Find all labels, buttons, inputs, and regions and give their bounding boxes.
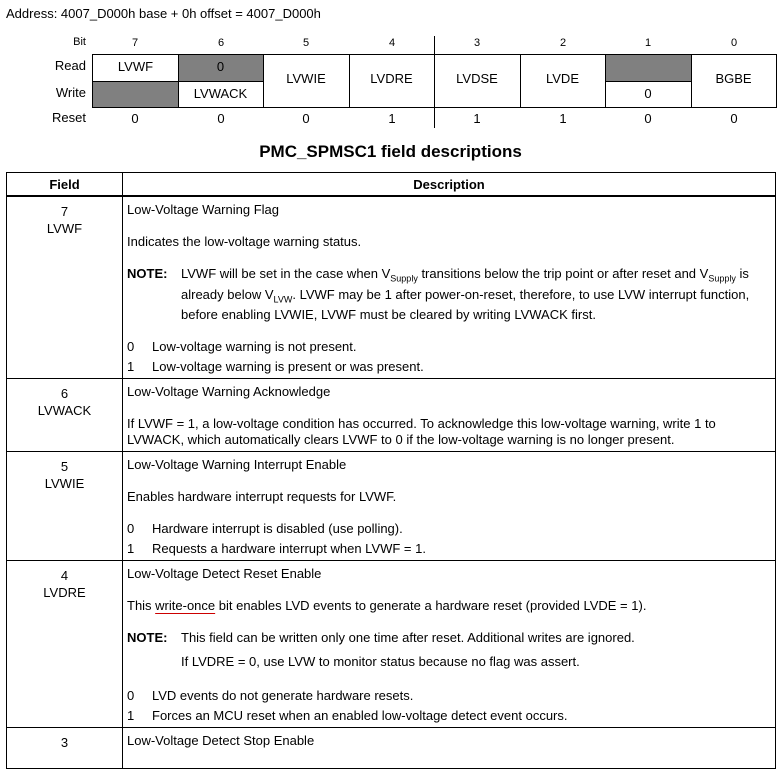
field-title: Low-Voltage Detect Stop Enable	[127, 733, 315, 749]
value-item: 0 Hardware interrupt is disabled (use polling).	[127, 521, 403, 537]
write-once-term: write-once	[155, 598, 216, 614]
reset-row-label: Reset	[52, 110, 86, 125]
field-name: LVDRE	[43, 585, 86, 601]
note-label: NOTE:	[127, 266, 168, 281]
grid-line	[691, 54, 692, 108]
field-descriptions-table	[6, 172, 776, 769]
field-column-header: Field	[7, 173, 123, 197]
bit-number: 3	[473, 37, 481, 49]
register-address: Address: 4007_D000h base + 0h offset = 4007_D000h	[6, 6, 321, 21]
value-list	[127, 521, 771, 557]
bit-number: 5	[302, 37, 310, 49]
grid-line	[92, 54, 93, 108]
field-cell-lvwack: LVWACK	[193, 86, 248, 101]
field-title: Low-Voltage Warning Acknowledge	[127, 384, 331, 400]
reset-value: 0	[644, 111, 652, 126]
grid-line	[349, 54, 350, 108]
description-cell	[123, 196, 776, 379]
field-bit: 6	[60, 386, 69, 402]
field-bit: 5	[60, 459, 69, 475]
reset-value: 1	[559, 111, 567, 126]
note-block	[127, 266, 771, 323]
grid-line	[605, 54, 606, 108]
table-row	[7, 452, 776, 561]
description-cell	[123, 452, 776, 561]
description-cell	[123, 561, 776, 728]
read-only-zero: 0	[216, 59, 225, 74]
field-title: Low-Voltage Warning Interrupt Enable	[127, 457, 347, 473]
reset-value: 1	[388, 111, 396, 126]
field-cell-lvdre: LVDRE	[370, 71, 413, 86]
description-cell	[123, 728, 776, 769]
reserved-cell	[605, 54, 691, 81]
grid-line	[263, 54, 264, 108]
field-cell	[7, 379, 123, 452]
field-cell	[7, 452, 123, 561]
write-only-zero: 0	[644, 86, 652, 101]
note-text: This field can be written only one time after reset. Additional writes are ignored.	[181, 630, 635, 646]
table-row	[7, 379, 776, 452]
value-item: 0 Low-voltage warning is not present.	[127, 339, 357, 355]
field-cell-lvwie: LVWIE	[286, 71, 326, 86]
field-cell-lvde: LVDE	[546, 71, 579, 86]
note-label: NOTE:	[127, 630, 168, 646]
grid-line	[178, 54, 179, 108]
table-row	[7, 561, 776, 728]
reset-value: 0	[217, 111, 225, 126]
description-cell	[123, 379, 776, 452]
reset-value: 0	[302, 111, 310, 126]
value-item: 0 LVD events do not generate hardware resets.	[127, 688, 414, 704]
field-bit: 4	[60, 568, 69, 584]
description-column-header: Description	[123, 173, 776, 197]
note-text: If LVDRE = 0, use LVW to monitor status because no flag was assert.	[181, 654, 580, 670]
note-block	[127, 630, 771, 646]
field-cell-bgbe: BGBE	[715, 71, 752, 86]
field-bit: 3	[60, 735, 69, 751]
field-title: Low-Voltage Warning Flag	[127, 202, 279, 217]
grid-line	[605, 81, 691, 82]
table-row	[7, 196, 776, 379]
reserved-cell	[93, 81, 178, 107]
value-list	[127, 339, 771, 375]
read-row-label: Read	[54, 58, 86, 73]
table-title: PMC_SPMSC1 field descriptions	[259, 142, 522, 161]
reset-value: 0	[730, 111, 738, 126]
field-bit: 7	[60, 204, 69, 219]
field-name: LVWIE	[44, 476, 85, 492]
field-cell-lvwf: LVWF	[117, 59, 154, 74]
write-row-label: Write	[55, 85, 86, 100]
field-paragraph: Enables hardware interrupt requests for LVWF.	[127, 489, 397, 505]
field-name: LVWF	[46, 221, 83, 236]
field-cell-lvdse: LVDSE	[456, 71, 498, 86]
value-list	[127, 688, 771, 724]
field-paragraph: This write-once bit enables LVD events to generate a hardware reset (provided LVDE = 1).	[127, 598, 647, 614]
register-diagram	[0, 0, 781, 140]
bit-number: 0	[730, 37, 738, 49]
grid-line	[520, 54, 521, 108]
reset-value: 1	[473, 111, 481, 126]
field-name: LVWACK	[37, 403, 92, 419]
bit-number: 2	[559, 37, 567, 49]
field-cell	[7, 728, 123, 769]
bit-row-label: Bit	[73, 36, 86, 48]
field-paragraph: If LVWF = 1, a low-voltage condition has occurred. To acknowledge this low-voltage warning, write 1 to LVWACK, which automatically clears LVWF to 0 if the low-voltage warning is no longer present.	[127, 416, 716, 448]
value-item: 1 Low-voltage warning is present or was present.	[127, 359, 424, 375]
field-paragraph: Indicates the low-voltage warning status.	[127, 234, 362, 249]
bit-number: 6	[217, 37, 225, 49]
table-header-row	[7, 173, 776, 197]
table-row	[7, 728, 776, 769]
value-item: 1 Requests a hardware interrupt when LVWF = 1.	[127, 541, 426, 557]
grid-line	[776, 54, 777, 108]
field-title: Low-Voltage Detect Reset Enable	[127, 566, 322, 582]
note-text: LVWF will be set in the case when $V_{Supply}$ transitions below the trip point or after reset and $V_{Supply}$ is already below $V_{LVW}$. LVWF may be 1 after power-on-reset, therefore, to use LVW interrupt function, before enabling LVWIE, LVWF must be cleared by writing LVWACK first.	[181, 266, 750, 323]
bit-number: 4	[388, 37, 396, 49]
bit-number: 7	[131, 37, 139, 49]
reset-value: 0	[131, 111, 139, 126]
field-cell	[7, 196, 123, 379]
field-cell	[7, 561, 123, 728]
bit-number: 1	[644, 37, 652, 49]
value-item: 1 Forces an MCU reset when an enabled low-voltage detect event occurs.	[127, 708, 568, 724]
